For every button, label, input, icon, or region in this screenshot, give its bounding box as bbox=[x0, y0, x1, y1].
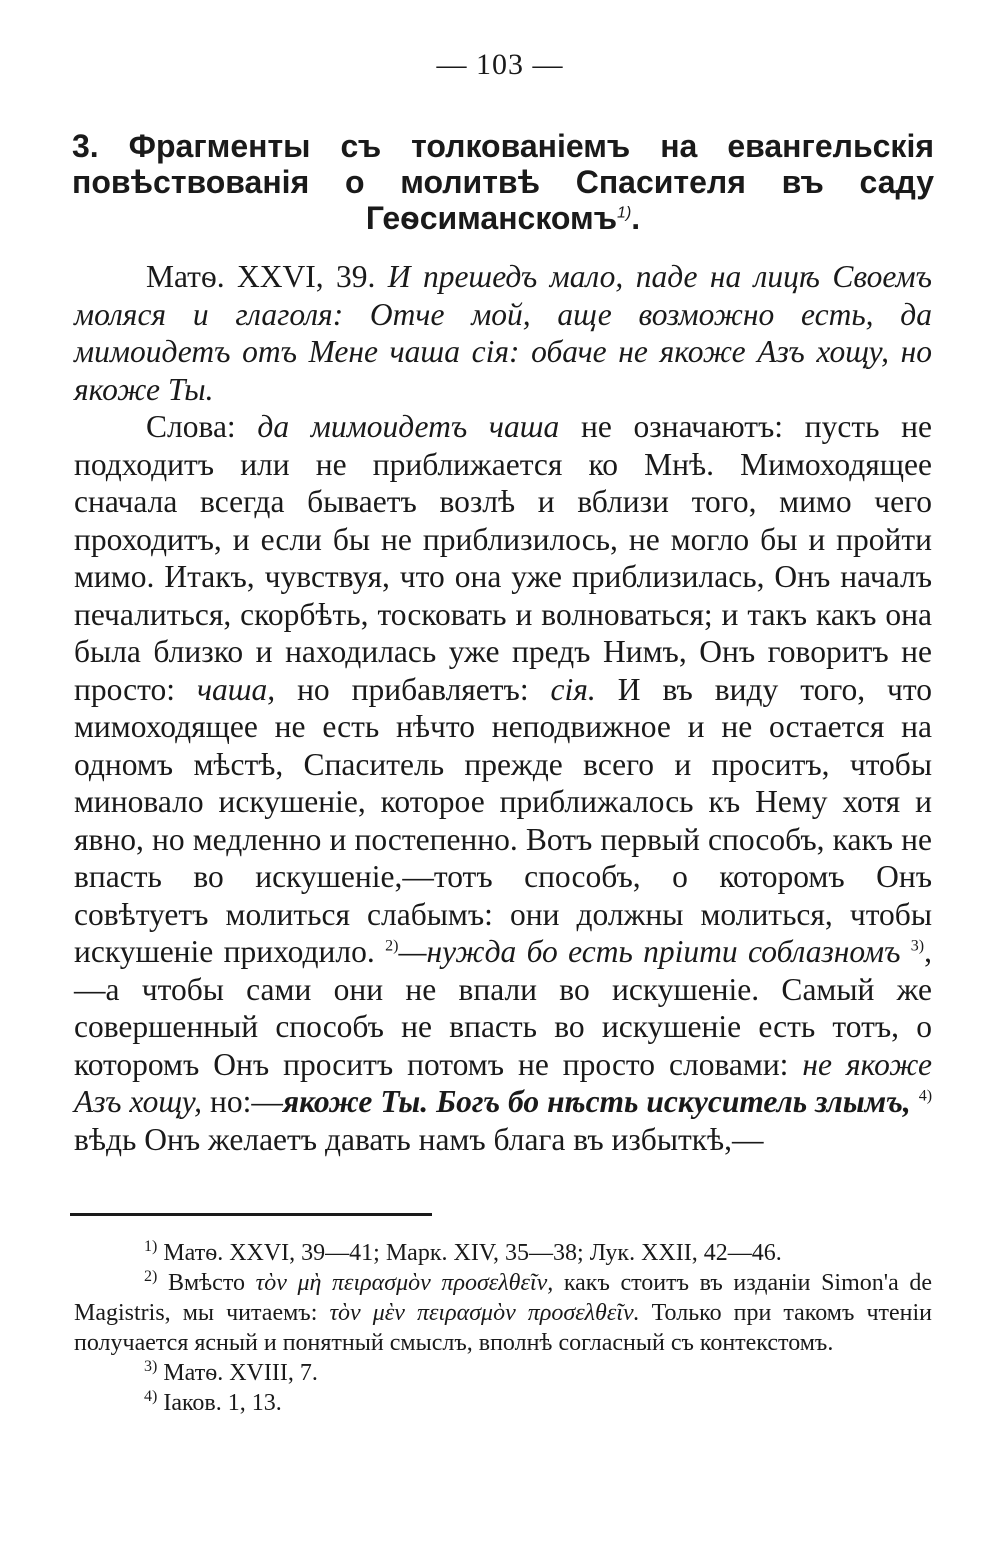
footnote-mark: 2) bbox=[144, 1268, 158, 1285]
text-run: не означаютъ: пусть не подходитъ или не приближается ко Мнѣ. Мимоходящее сначала всегда бываетъ возлѣ и вблизи того, мимо чего проходитъ, и если бы не приблизилось, не могло бы и пройти мимо. Итакъ, чувствуя, что она уже приблизилась, Онъ началъ печалиться, скорбѣть, тосковать и волноваться; и такъ какъ она была близко и находилась уже предъ Нимъ, Онъ говоритъ не просто: bbox=[74, 409, 933, 707]
page-number: — 103 — bbox=[436, 48, 564, 81]
footnote-4 bbox=[74, 1388, 932, 1418]
italic-run: —нужда бо есть пріити соблазномъ bbox=[398, 934, 901, 969]
text-run: ,—а чтобы сами они не впали во искушеніе. Самый же совершенный способъ не впасть во искушеніе есть тотъ, о которомъ Онъ проситъ потомъ не просто словами: bbox=[74, 934, 932, 1082]
footnote-3 bbox=[74, 1358, 932, 1388]
footnote-mark: 3) bbox=[144, 1358, 158, 1375]
italic-run: сія. bbox=[550, 671, 596, 707]
scripture-reference: Матѳ. XXVI, 39. bbox=[146, 259, 376, 294]
footnote-separator bbox=[70, 1213, 432, 1216]
text-run: Слова: bbox=[146, 409, 236, 444]
footnote-mark: 4) bbox=[144, 1388, 158, 1405]
footnote-1 bbox=[74, 1238, 932, 1268]
footnote-text: Iаков. 1, 13. bbox=[163, 1390, 282, 1416]
italic-bold-run: якоже Ты. Богъ бо нѣсть искуситель злымъ, bbox=[282, 1084, 911, 1119]
footnote-ref-3: 3) bbox=[910, 937, 925, 955]
paragraph-commentary bbox=[74, 408, 932, 1158]
paragraph-scripture bbox=[74, 258, 932, 408]
text-run: но:— bbox=[210, 1084, 283, 1119]
text-run: вѣдь Онъ желаетъ давать намъ блага въ избыткѣ,— bbox=[74, 1121, 764, 1157]
italic-run: чаша, bbox=[196, 671, 276, 707]
footnote-mark: 1) bbox=[144, 1238, 158, 1255]
footnotes bbox=[74, 1238, 932, 1418]
footnote-text: какъ стоитъ въ изданіи Simon'а de Magistris, мы читаемъ: bbox=[74, 1270, 933, 1326]
section-heading bbox=[72, 128, 934, 236]
footnote-2 bbox=[74, 1268, 932, 1358]
greek-text: τὸν μὲν πειρασμὸν προσελθεῖν. bbox=[329, 1300, 640, 1326]
text-run: но прибавляетъ: bbox=[297, 671, 529, 707]
heading-end: . bbox=[631, 200, 641, 236]
italic-run: да мимоидетъ чаша bbox=[257, 409, 560, 444]
footnote-text: Только при такомъ чтеніи получается ясный и понятный смыслъ, вполнѣ согласный съ контекстомъ. bbox=[74, 1300, 933, 1356]
footnote-ref-4: 4) bbox=[918, 1087, 933, 1105]
text-run: И въ виду того, что мимоходящее не есть нѣчто неподвижное и не остается на одномъ мѣстѣ, Спаситель прежде всего и проситъ, чтобы миновало искушеніе, которое приближалось къ Нему хотя и явно, но медленно и постепенно. Вотъ первый способъ, какъ не впасть во искушеніе,—тотъ способъ, о которомъ Онъ совѣтуетъ молиться слабымъ: они должны молиться, чтобы искушеніе приходило. bbox=[74, 671, 932, 969]
greek-text: τὸν μὴ πειρασμὸν προσελθεῖν, bbox=[255, 1270, 554, 1296]
heading-text: 3. Фрагменты съ толкованіемъ на евангельскія повѣствованія о молитвѣ Спасителя въ саду Геѳсиманскомъ bbox=[72, 128, 934, 236]
scripture-quote: И прешедъ мало, паде на лицѣ Своемъ моляся и глаголя: Отче мой, аще возможно есть, да мимоидетъ отъ Мене чаша сія: обаче не якоже Азъ хощу, но якоже Ты. bbox=[74, 259, 933, 407]
footnote-text: Матѳ. XVIII, 7. bbox=[163, 1360, 318, 1386]
italic-run: не якоже Азъ хощу, bbox=[74, 1046, 933, 1119]
footnote-ref-2: 2) bbox=[385, 937, 399, 955]
body-text bbox=[74, 258, 932, 1158]
footnote-text: Матѳ. XXVI, 39—41; Марк. XIV, 35—38; Лук. XXII, 42—46. bbox=[163, 1240, 782, 1266]
heading-footnote-ref: 1) bbox=[617, 204, 632, 222]
footnote-text: Вмѣсто bbox=[167, 1270, 245, 1296]
